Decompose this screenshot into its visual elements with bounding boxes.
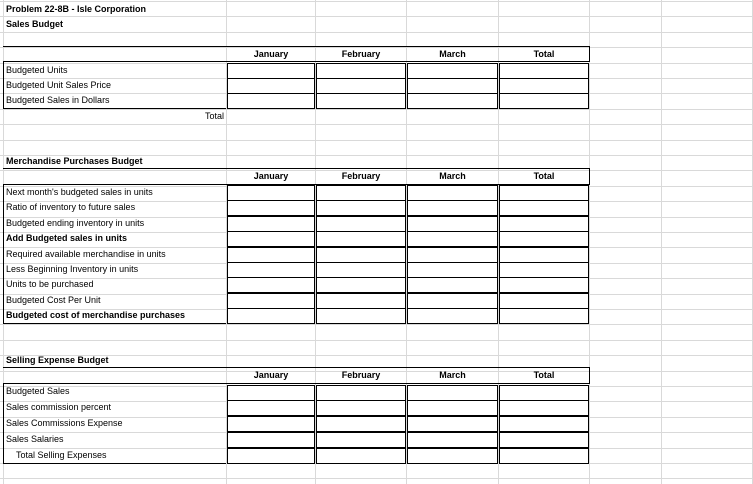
selling-input-cell[interactable] <box>407 400 498 416</box>
selling-input-cell[interactable] <box>499 400 589 416</box>
selling-left-rule <box>3 384 4 464</box>
merch-row-label[interactable]: Budgeted cost of merchandise purchases <box>6 310 186 320</box>
merch-input-cell[interactable] <box>499 293 589 309</box>
merch-input-cell[interactable] <box>499 247 589 263</box>
gridline-horizontal <box>0 32 753 33</box>
merch-input-cell[interactable] <box>407 247 498 263</box>
merch-input-cell[interactable] <box>407 308 498 324</box>
sales-input-cell[interactable] <box>316 78 406 94</box>
selling-input-cell[interactable] <box>499 385 589 401</box>
selling-input-cell[interactable] <box>316 448 406 464</box>
merch-input-cell[interactable] <box>407 216 498 232</box>
sales-col-january[interactable]: January <box>253 49 289 59</box>
merch-row-label[interactable]: Next month's budgeted sales in units <box>6 187 153 197</box>
selling-input-cell[interactable] <box>407 432 498 448</box>
sheet-title[interactable]: Problem 22-8B - Isle Corporation <box>6 4 147 14</box>
merch-input-cell[interactable] <box>316 231 406 247</box>
selling-right-rule <box>589 367 590 384</box>
merch-row-label[interactable]: Units to be purchased <box>6 279 94 289</box>
merch-input-cell[interactable] <box>316 262 406 278</box>
merch-input-cell[interactable] <box>499 231 589 247</box>
sales-row-label[interactable]: Budgeted Sales in Dollars <box>6 95 110 105</box>
merch-right-rule <box>589 168 590 185</box>
sales-input-cell[interactable] <box>227 93 315 109</box>
sales-row-label[interactable]: Budgeted Units <box>6 65 68 75</box>
merch-input-cell[interactable] <box>316 277 406 293</box>
sales-input-cell[interactable] <box>499 93 589 109</box>
selling-input-cell[interactable] <box>407 385 498 401</box>
merch-input-cell[interactable] <box>407 231 498 247</box>
selling-col-january[interactable]: January <box>253 370 289 380</box>
sales-right-rule <box>589 46 590 62</box>
merch-input-cell[interactable] <box>407 293 498 309</box>
merch-input-cell[interactable] <box>227 247 315 263</box>
selling-col-total[interactable]: Total <box>533 370 555 380</box>
merch-row-label[interactable]: Add Budgeted sales in units <box>6 233 128 243</box>
selling-input-cell[interactable] <box>227 400 315 416</box>
selling-bottom-rule <box>3 463 226 464</box>
sales-input-cell[interactable] <box>407 63 498 79</box>
merch-input-cell[interactable] <box>316 293 406 309</box>
sales-input-cell[interactable] <box>407 93 498 109</box>
selling-header-rule <box>3 383 590 384</box>
gridline-horizontal <box>0 340 753 341</box>
merch-input-cell[interactable] <box>407 277 498 293</box>
selling-input-cell[interactable] <box>407 416 498 432</box>
selling-input-cell[interactable] <box>316 400 406 416</box>
merch-input-cell[interactable] <box>227 231 315 247</box>
merch-input-cell[interactable] <box>499 185 589 201</box>
merch-input-cell[interactable] <box>316 216 406 232</box>
selling-row-label[interactable]: Sales Salaries <box>6 434 64 444</box>
selling-row-label[interactable]: Total Selling Expenses <box>16 450 107 460</box>
selling-col-february[interactable]: February <box>341 370 381 380</box>
merch-col-total[interactable]: Total <box>533 171 555 181</box>
sales-input-cell[interactable] <box>407 78 498 94</box>
merch-input-cell[interactable] <box>227 216 315 232</box>
sales-input-cell[interactable] <box>227 63 315 79</box>
selling-budget-heading[interactable]: Selling Expense Budget <box>6 355 109 365</box>
selling-col-march[interactable]: March <box>439 370 466 380</box>
selling-input-cell[interactable] <box>499 448 589 464</box>
sales-input-cell[interactable] <box>316 63 406 79</box>
merch-input-cell[interactable] <box>407 262 498 278</box>
sales-left-rule <box>3 62 4 108</box>
sales-col-march[interactable]: March <box>439 49 466 59</box>
gridline-horizontal <box>0 124 753 125</box>
merch-input-cell[interactable] <box>227 262 315 278</box>
selling-input-cell[interactable] <box>227 385 315 401</box>
selling-input-cell[interactable] <box>316 385 406 401</box>
sales-col-february[interactable]: February <box>341 49 381 59</box>
merch-col-february[interactable]: February <box>341 171 381 181</box>
gridline-horizontal <box>0 355 753 356</box>
sales-col-total[interactable]: Total <box>533 49 555 59</box>
sales-total-label[interactable]: Total <box>204 111 224 121</box>
sales-input-cell[interactable] <box>499 78 589 94</box>
sales-input-cell[interactable] <box>499 63 589 79</box>
merch-input-cell[interactable] <box>499 277 589 293</box>
merch-row-label[interactable]: Budgeted Cost Per Unit <box>6 295 101 305</box>
merch-input-cell[interactable] <box>499 200 589 216</box>
merch-input-cell[interactable] <box>316 200 406 216</box>
merch-input-cell[interactable] <box>227 200 315 216</box>
merch-input-cell[interactable] <box>407 185 498 201</box>
sales-input-cell[interactable] <box>227 78 315 94</box>
merch-input-cell[interactable] <box>499 308 589 324</box>
merch-input-cell[interactable] <box>407 200 498 216</box>
merch-row-label[interactable]: Ratio of inventory to future sales <box>6 202 136 212</box>
gridline-vertical <box>661 0 662 484</box>
selling-input-cell[interactable] <box>227 448 315 464</box>
selling-input-cell[interactable] <box>499 432 589 448</box>
merch-input-cell[interactable] <box>227 293 315 309</box>
merch-bottom-rule <box>3 323 226 324</box>
merch-input-cell[interactable] <box>316 185 406 201</box>
gridline-horizontal <box>0 324 753 325</box>
merch-left-rule <box>3 185 4 323</box>
merch-col-january[interactable]: January <box>253 171 289 181</box>
selling-row-label[interactable]: Sales commission percent <box>6 402 112 412</box>
gridline-horizontal <box>0 140 753 141</box>
selling-input-cell[interactable] <box>499 416 589 432</box>
merch-input-cell[interactable] <box>227 277 315 293</box>
sales-input-cell[interactable] <box>316 93 406 109</box>
selling-row-label[interactable]: Sales Commissions Expense <box>6 418 123 428</box>
merch-row-label[interactable]: Required available merchandise in units <box>6 249 166 259</box>
selling-input-cell[interactable] <box>316 432 406 448</box>
sales-row-label[interactable]: Budgeted Unit Sales Price <box>6 80 112 90</box>
gridline-vertical <box>589 0 590 484</box>
merch-input-cell[interactable] <box>499 216 589 232</box>
merch-input-cell[interactable] <box>316 247 406 263</box>
merch-input-cell[interactable] <box>499 262 589 278</box>
selling-input-cell[interactable] <box>227 432 315 448</box>
merch-row-label[interactable]: Less Beginning Inventory in units <box>6 264 139 274</box>
merch-input-cell[interactable] <box>316 308 406 324</box>
sales-budget-heading[interactable]: Sales Budget <box>6 19 64 29</box>
selling-input-cell[interactable] <box>227 416 315 432</box>
merch-budget-heading[interactable]: Merchandise Purchases Budget <box>6 156 143 166</box>
selling-row-label[interactable]: Budgeted Sales <box>6 386 70 396</box>
selling-input-cell[interactable] <box>316 416 406 432</box>
merch-input-cell[interactable] <box>227 308 315 324</box>
merch-col-march[interactable]: March <box>439 171 466 181</box>
selling-input-cell[interactable] <box>407 448 498 464</box>
merch-row-label[interactable]: Budgeted ending inventory in units <box>6 218 145 228</box>
merch-input-cell[interactable] <box>227 185 315 201</box>
gridline-horizontal <box>0 478 753 479</box>
